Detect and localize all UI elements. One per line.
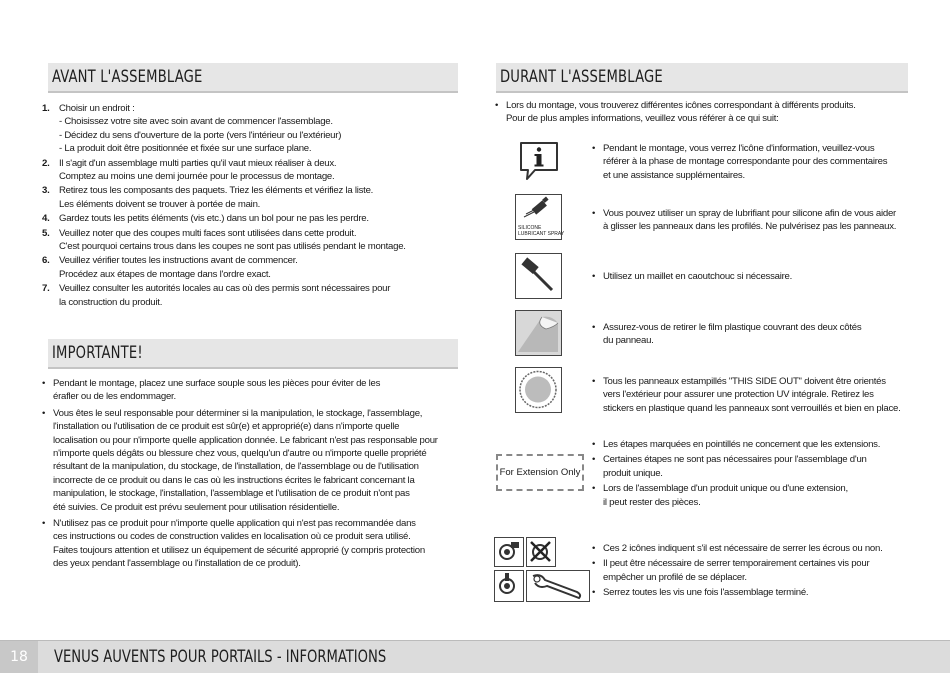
page-footer — [0, 640, 950, 673]
screw-description — [592, 542, 883, 600]
bullet: • — [592, 439, 596, 450]
step-number: 4. — [42, 213, 50, 225]
info-text: et une assistance supplémentaires. — [603, 169, 745, 181]
bullet: • — [592, 543, 596, 554]
bullet: • — [592, 558, 596, 570]
important-text: Pendant le montage, placez une surface souple sous les pièces pour éviter de les — [53, 378, 381, 389]
info-icon — [517, 140, 561, 182]
sun-uv-icon — [515, 367, 562, 413]
page-number: 18 — [0, 641, 38, 673]
step-text: Veuillez vérifier toutes les instructions avant de commencer. — [59, 255, 298, 267]
spray-text: à glisser les panneaux dans les profilés. Ne pulvérisez pas les panneaux. — [603, 221, 897, 233]
ext-text: Lors de l'assemblage d'un produit unique ou d'une extension, — [603, 483, 848, 495]
step-text: Procédez aux étapes de montage dans l'ordre exact. — [59, 268, 271, 280]
step-text: Veuillez consulter les autorités locales au cas où des permis sont nécessaires pour — [59, 283, 391, 295]
bullet: • — [42, 378, 46, 389]
bullet: • — [592, 322, 596, 333]
step-text: Choisir un endroit : — [59, 103, 135, 114]
spray-label-silicone: SILICONE — [518, 225, 542, 231]
screw-text: empêcher un profilé de se déplacer. — [603, 571, 747, 583]
list-item — [42, 282, 406, 309]
info-text: référer à la phase de montage correspondante pour des commentaires — [603, 156, 888, 168]
section-title-durant: DURANT L'ASSEMBLAGE — [500, 67, 663, 87]
film-text: Assurez-vous de retirer le film plastique couvrant des deux côtés — [603, 322, 862, 333]
section-header-durant — [496, 63, 908, 93]
important-text: localisation ou pour n'importe quelle application donnée. Le fabricant n'est pas responsable pour — [53, 434, 438, 446]
section-header-importante — [48, 339, 458, 369]
list-item — [42, 227, 406, 254]
list-item — [42, 377, 438, 404]
step-number: 6. — [42, 255, 50, 267]
section-title-avant: AVANT L'ASSEMBLAGE — [52, 67, 203, 87]
bullet: • — [42, 407, 46, 419]
mallet-description — [592, 270, 792, 283]
list-item — [42, 157, 406, 184]
bullet: • — [592, 208, 596, 219]
important-text: n'importe quels dégâts ou blessure chez vous, quelqu'un d'autre ou n'importe quelle propriété — [53, 448, 427, 460]
avant-steps-list — [42, 102, 406, 309]
step-number: 2. — [42, 157, 50, 169]
spray-label-lubricant: LUBRICANT SPRAY — [518, 231, 565, 237]
info-text: Pendant le montage, vous verrez l'icône d'information, veuillez-vous — [603, 143, 875, 154]
list-item — [42, 102, 406, 156]
bullet: • — [592, 143, 596, 154]
bullet: • — [592, 271, 596, 282]
extension-description — [592, 438, 880, 509]
ext-text: produit unique. — [603, 467, 663, 479]
list-item — [42, 212, 406, 225]
silicone-spray-icon — [515, 194, 565, 240]
spray-description — [592, 207, 896, 234]
important-text: des yeux pendant l'assemblage ou l'installation de ce produit). — [53, 558, 301, 570]
step-text: Comptez au moins une demi journée pour le processus de montage. — [59, 171, 335, 183]
footer-title: VENUS AUVENTS POUR PORTAILS - INFORMATIONS — [54, 647, 387, 667]
intro-text: Lors du montage, vous trouverez différentes icônes correspondant à différents produits. — [506, 100, 856, 111]
step-text: Veuillez noter que des coupes multi faces sont utilisées dans cette produit. — [59, 227, 357, 239]
step-number: 5. — [42, 227, 50, 239]
list-item — [42, 254, 406, 281]
important-text: N'utilisez pas ce produit pour n'importe quelle application qui n'est pas recommandée dans — [53, 518, 416, 530]
mallet-icon — [515, 253, 562, 299]
sun-text: stickers en plastique quand les panneaux sont verrouillés et bien en place. — [603, 402, 901, 414]
extension-only-label — [496, 454, 584, 491]
step-text: Gardez touts les petits éléments (vis etc.) dans un bol pour ne pas les perdre. — [59, 213, 369, 225]
step-text: C'est pourquoi certains trous dans les coupes ne sont pas utilisés pendant le montage. — [59, 241, 406, 253]
info-description — [592, 142, 887, 182]
important-text: érafler ou de les endommager. — [53, 391, 176, 403]
sun-text: vers l'extérieur pour assurer une protection UV intégrale. Retirez les — [603, 389, 874, 401]
step-text: - La produit doit être positionnée et fixée sur une surface plane. — [59, 143, 312, 155]
bullet: • — [592, 587, 596, 599]
step-text: la construction du produit. — [59, 296, 163, 308]
bullet: • — [592, 483, 596, 495]
list-item — [42, 407, 438, 514]
ext-text: Les étapes marquées en pointillés ne concernent que les extensions. — [603, 439, 881, 450]
step-number: 7. — [42, 283, 50, 295]
important-text: Faites toujours attention et utilisez un équipement de sécurité approprié (y compris protection — [53, 544, 425, 556]
step-text: - Choisissez votre site avec soin avant de commencer l'assemblage. — [59, 116, 333, 128]
sun-text: Tous les panneaux estampillés "THIS SIDE OUT" doivent être orientés — [603, 376, 886, 387]
screw-text: Serrez toutes les vis une fois l'assemblage terminé. — [603, 587, 809, 599]
sun-description — [592, 375, 901, 415]
section-header-avant — [48, 63, 458, 93]
bullet: • — [495, 100, 499, 111]
step-text: - Décidez du sens d'ouverture de la porte (vers l'intérieur ou l'extérieur) — [59, 129, 342, 141]
ext-text: Certaines étapes ne sont pas nécessaires pour l'assemblage d'un — [603, 454, 867, 466]
bullet: • — [592, 376, 596, 387]
important-text: résultant de la manipulation, du stockage, de l'installation, de l'assemblage ou de l'utilisation — [53, 461, 419, 473]
step-number: 3. — [42, 185, 50, 197]
important-text: l'installation ou l'utilisation de ce produit est sûr(e) et approprié(e) dans n'importe quelle — [53, 421, 400, 433]
intro-text: Pour de plus amples informations, veuillez vous référer à ce qui suit: — [506, 113, 779, 125]
important-list — [42, 377, 438, 571]
section-title-importante: IMPORTANTE! — [52, 343, 143, 363]
list-item — [42, 517, 438, 571]
plastic-film-icon — [515, 310, 562, 356]
ext-text: il peut rester des pièces. — [603, 496, 701, 508]
do-not-tighten-icon — [526, 537, 556, 567]
film-text: du panneau. — [603, 335, 654, 347]
screw-text: Ces 2 icônes indiquent s'il est nécessaire de serrer les écrous ou non. — [603, 543, 883, 554]
step-text: Il s'agit d'un assemblage multi parties qu'il vaut mieux réaliser à deux. — [59, 157, 337, 169]
step-text: Retirez tous les composants des paquets. Triez les éléments et vérifiez la liste. — [59, 185, 374, 197]
bullet: • — [42, 518, 46, 530]
bullet: • — [592, 454, 596, 466]
durant-intro — [495, 99, 856, 126]
film-description — [592, 321, 861, 348]
important-text: été suivies. Ce produit est prévu seulement pour utilisation résidentielle. — [53, 501, 340, 513]
step-text: Les éléments doivent se trouver à portée de main. — [59, 198, 261, 210]
list-item — [42, 184, 406, 211]
mallet-text: Utilisez un maillet en caoutchouc si nécessaire. — [603, 271, 793, 282]
wrench-icon — [526, 570, 590, 602]
tighten-nut-icon — [494, 537, 524, 567]
screw-text: Il peut être nécessaire de serrer temporairement certaines vis pour — [603, 558, 870, 570]
important-text: Vous êtes le seul responsable pour déterminer si la manipulation, le stockage, l'assemblage, — [53, 407, 423, 419]
temporary-screw-icon — [494, 570, 524, 602]
step-number: 1. — [42, 103, 50, 114]
spray-text: Vous pouvez utiliser un spray de lubrifiant pour silicone afin de vous aider — [603, 208, 896, 219]
important-text: incorrecte de ce produit ou dans le cas où les instructions écrites le fabricant concernant la — [53, 474, 415, 486]
important-text: manipulation, le stockage, l'installation, l'assemblage et l'utilisation de ce produit n'ont pas — [53, 488, 410, 500]
extension-only-text: For Extension Only — [499, 467, 581, 478]
important-text: ces instructions ou codes de construction valides en localisation où ce produit sera utilisé. — [53, 531, 411, 543]
